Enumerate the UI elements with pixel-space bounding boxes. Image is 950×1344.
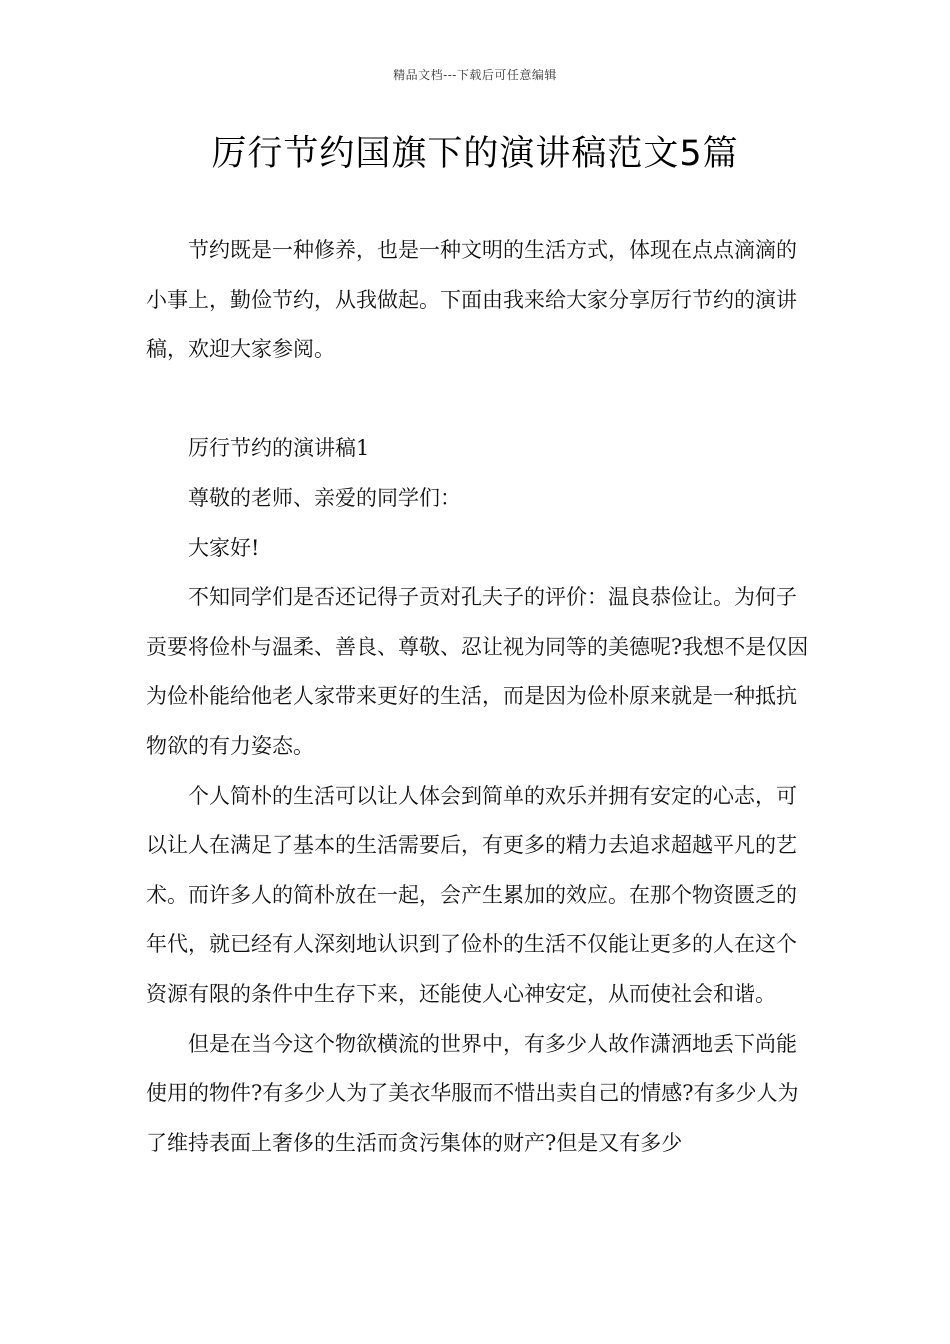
document-title: 厉行节约国旗下的演讲稿范文5篇	[211, 134, 739, 174]
body-paragraph-1: 不知同学们是否还记得子贡对孔夫子的评价：温良恭俭让。为何子贡要将俭朴与温柔、善良、尊敬、忍让视为同等的美德呢?我想不是仅因为俭朴能给他老人家带来更好的生活，而是因为俭朴原来就是一种抵抗物欲的有力姿态。	[146, 585, 809, 758]
body-paragraph-2: 个人简朴的生活可以让人体会到简单的欢乐并拥有安定的心志，可以让人在满足了基本的生活需要后，有更多的精力去追求超越平凡的艺术。而许多人的简朴放在一起，会产生累加的效应。在那个物资匮乏的年代，就已经有人深刻地认识到了俭朴的生活不仅能让更多的人在这个资源有限的条件中生存下来，还能使人心神安定，从而使社会和谐。	[146, 783, 797, 1006]
salutation: 尊敬的老师、亲爱的同学们：	[188, 485, 461, 510]
intro-paragraph: 节约既是一种修养，也是一种文明的生活方式，体现在点点滴滴的小事上，勤俭节约，从我做起。下面由我来给大家分享厉行节约的演讲稿，欢迎大家参阅。	[146, 238, 797, 362]
header-note: 精品文档---下载后可任意编辑	[393, 68, 557, 82]
body-paragraph-3: 但是在当今这个物欲横流的世界中，有多少人故作潇洒地丢下尚能使用的物件?有多少人为了美衣华服而不惜出卖自己的情感?有多少人为了维持表面上奢侈的生活而贪污集体的财产?但是又有多少	[146, 1031, 799, 1155]
greeting: 大家好!	[188, 535, 260, 560]
document-body	[146, 226, 810, 1168]
paragraph-gap	[146, 375, 810, 425]
section-heading: 厉行节约的演讲稿1	[188, 436, 370, 461]
